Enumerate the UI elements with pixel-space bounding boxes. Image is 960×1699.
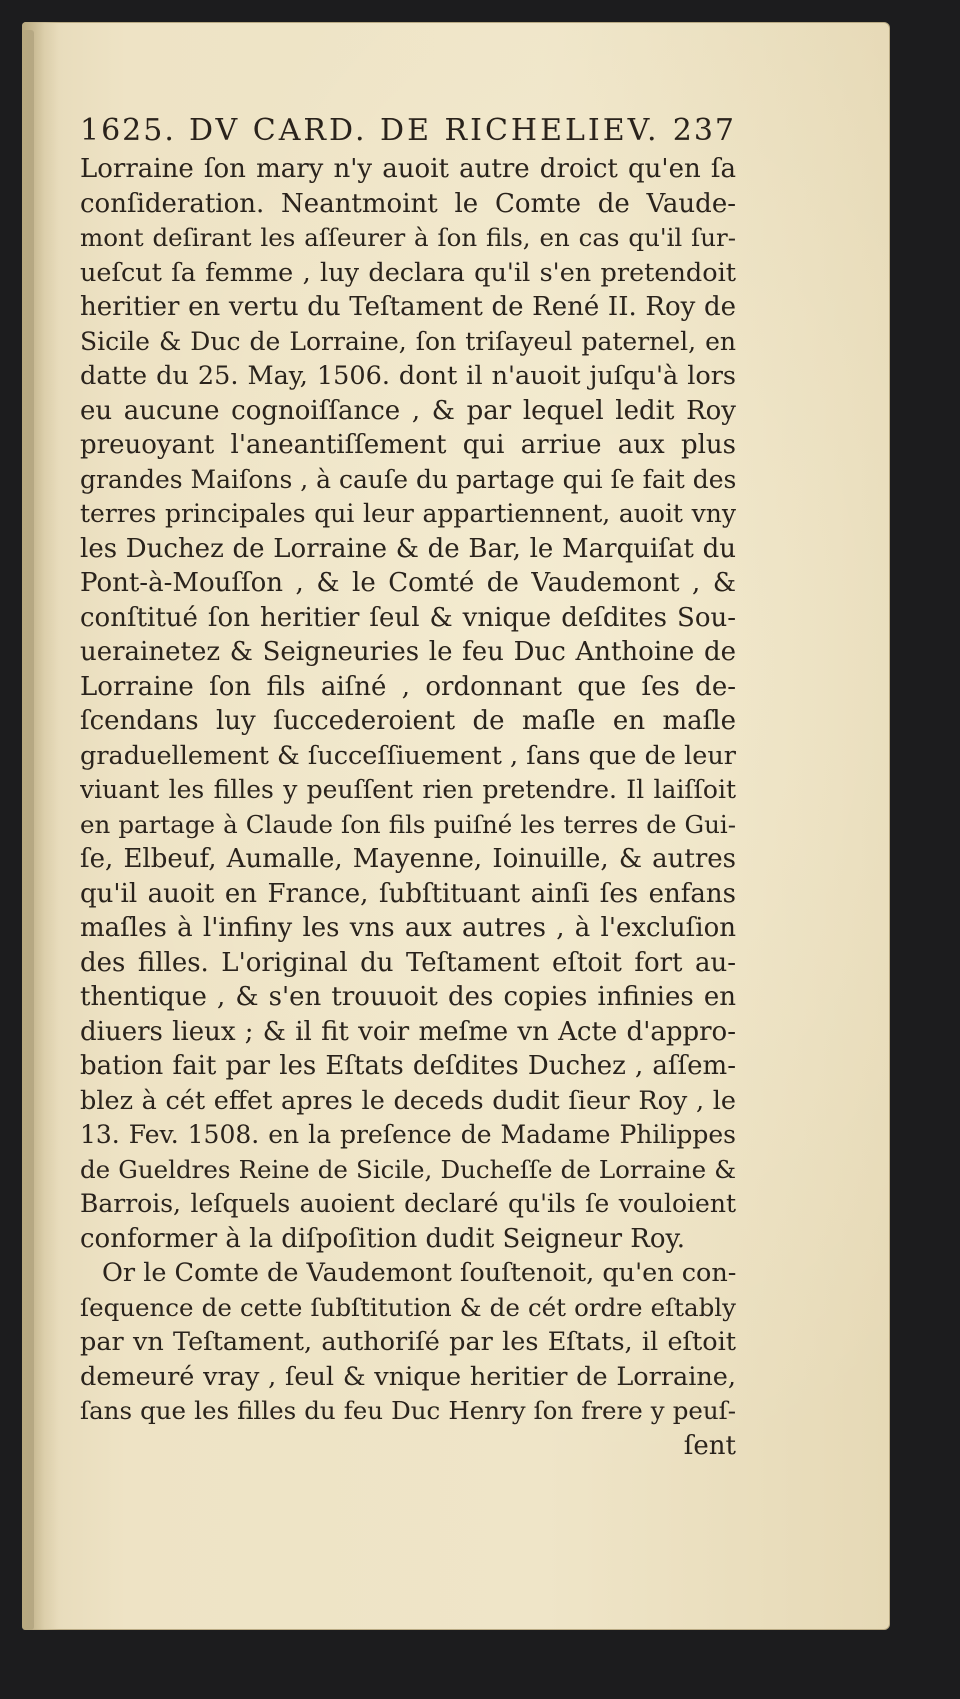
text-line: bation fait par les Eſtats deſdites Duchez , aſſem- <box>80 1051 736 1081</box>
text-line: par vn Teſtament, authoriſé par les Eſtats, il eſtoit <box>80 1327 736 1357</box>
text-line: Lorraine ſon mary n'y auoit autre droict qu'en ſa <box>80 154 736 184</box>
text-line: Barrois, leſquels auoient declaré qu'ils ſe vouloient <box>80 1189 736 1218</box>
page-number: 237 <box>672 113 736 148</box>
text-line: ſequence de cette ſubſtitution & de cét ordre eſtably <box>80 1292 736 1322</box>
text-line: Pont-à-Mouſſon , & le Comté de Vaudemont , & <box>80 568 736 598</box>
text-line: diuers lieux ; & il fit voir meſme vn Acte d'appro- <box>80 1016 736 1047</box>
text-line: graduellement & ſucceſſiuement , ſans que de leur <box>80 740 736 771</box>
text-line: Or le Comte de Vaudemont ſouſtenoit, qu'en con- <box>102 1258 736 1288</box>
text-line: terres principales qui leur appartiennent, auoit vny <box>80 499 736 528</box>
text-line: conformer à la diſpoſition dudit Seigneur Roy. <box>80 1223 686 1254</box>
text-line: demeuré vray , ſeul & vnique heritier de Lorraine, <box>80 1361 736 1392</box>
text-line: uerainetez & Seigneuries le feu Duc Anthoine de <box>80 637 736 667</box>
header-year: 1625. <box>80 113 176 148</box>
text-line: en partage à Claude ſon fils puiſné les terres de Gui- <box>80 809 736 839</box>
text-line: thentique , & s'en trouuoit des copies infinies en <box>80 982 736 1012</box>
header-title: DV CARD. DE RICHELIEV. <box>189 113 660 148</box>
text-line: conſtitué ſon heritier ſeul & vnique deſdites Sou- <box>80 602 736 633</box>
text-line: blez à cét effet apres le deceds dudit ſieur Roy , le <box>80 1085 736 1116</box>
text-line: ſe, Elbeuf, Aumalle, Mayenne, Ioinuille, & autres <box>80 844 736 874</box>
text-line: conſideration. Neantmoint le Comte de Vaude- <box>80 188 736 219</box>
text-line: datte du 25. May, 1506. dont il n'auoit juſqu'à lors <box>80 361 736 391</box>
text-line: ſans que les filles du feu Duc Henry ſon frere y peuſ- <box>80 1396 736 1425</box>
text-line: ueſcut ſa femme , luy declara qu'il s'en pretendoit <box>80 257 736 288</box>
text-line: des filles. L'original du Teſtament eſtoit fort au- <box>80 947 736 978</box>
paragraph-2 <box>80 1256 736 1429</box>
text-line: de Gueldres Reine de Sicile, Ducheſſe de Lorraine & <box>80 1154 736 1184</box>
paragraph-1 <box>80 152 736 1256</box>
book-page <box>22 22 890 1630</box>
text-line: ſcendans luy ſuccederoient de maſle en maſle <box>80 706 736 736</box>
text-line: maſles à l'infiny les vns aux autres , à l'excluſion <box>80 913 736 943</box>
text-line: qu'il auoit en France, ſubſtituant ainſi ſes enfans <box>80 878 736 909</box>
text-line: viuant les filles y peuſſent rien pretendre. Il laiſſoit <box>80 775 736 804</box>
text-line: mont deſirant les aſſeurer à ſon fils, en cas qu'il ſur- <box>80 223 736 252</box>
text-line: les Duchez de Lorraine & de Bar, le Marquiſat du <box>80 533 736 564</box>
running-header <box>80 112 736 150</box>
text-line: Lorraine ſon fils aiſné , ordonnant que ſes de- <box>80 671 736 702</box>
text-line: eu aucune cognoiſſance , & par lequel ledit Roy <box>80 395 736 426</box>
text-line: Sicile & Duc de Lorraine, ſon triſayeul paternel, en <box>80 326 736 356</box>
page-gutter <box>22 22 60 1630</box>
catchword: ſent <box>683 1430 736 1461</box>
text-line: grandes Maiſons , à cauſe du partage qui ſe fait des <box>80 464 736 494</box>
text-block <box>80 112 736 1463</box>
text-line: heritier en vertu du Teſtament de René II. Roy de <box>80 292 736 322</box>
text-line: preuoyant l'aneantiſſement qui arriue aux plus <box>80 430 736 460</box>
text-line: 13. Fev. 1508. en la preſence de Madame Philippes <box>80 1120 736 1149</box>
